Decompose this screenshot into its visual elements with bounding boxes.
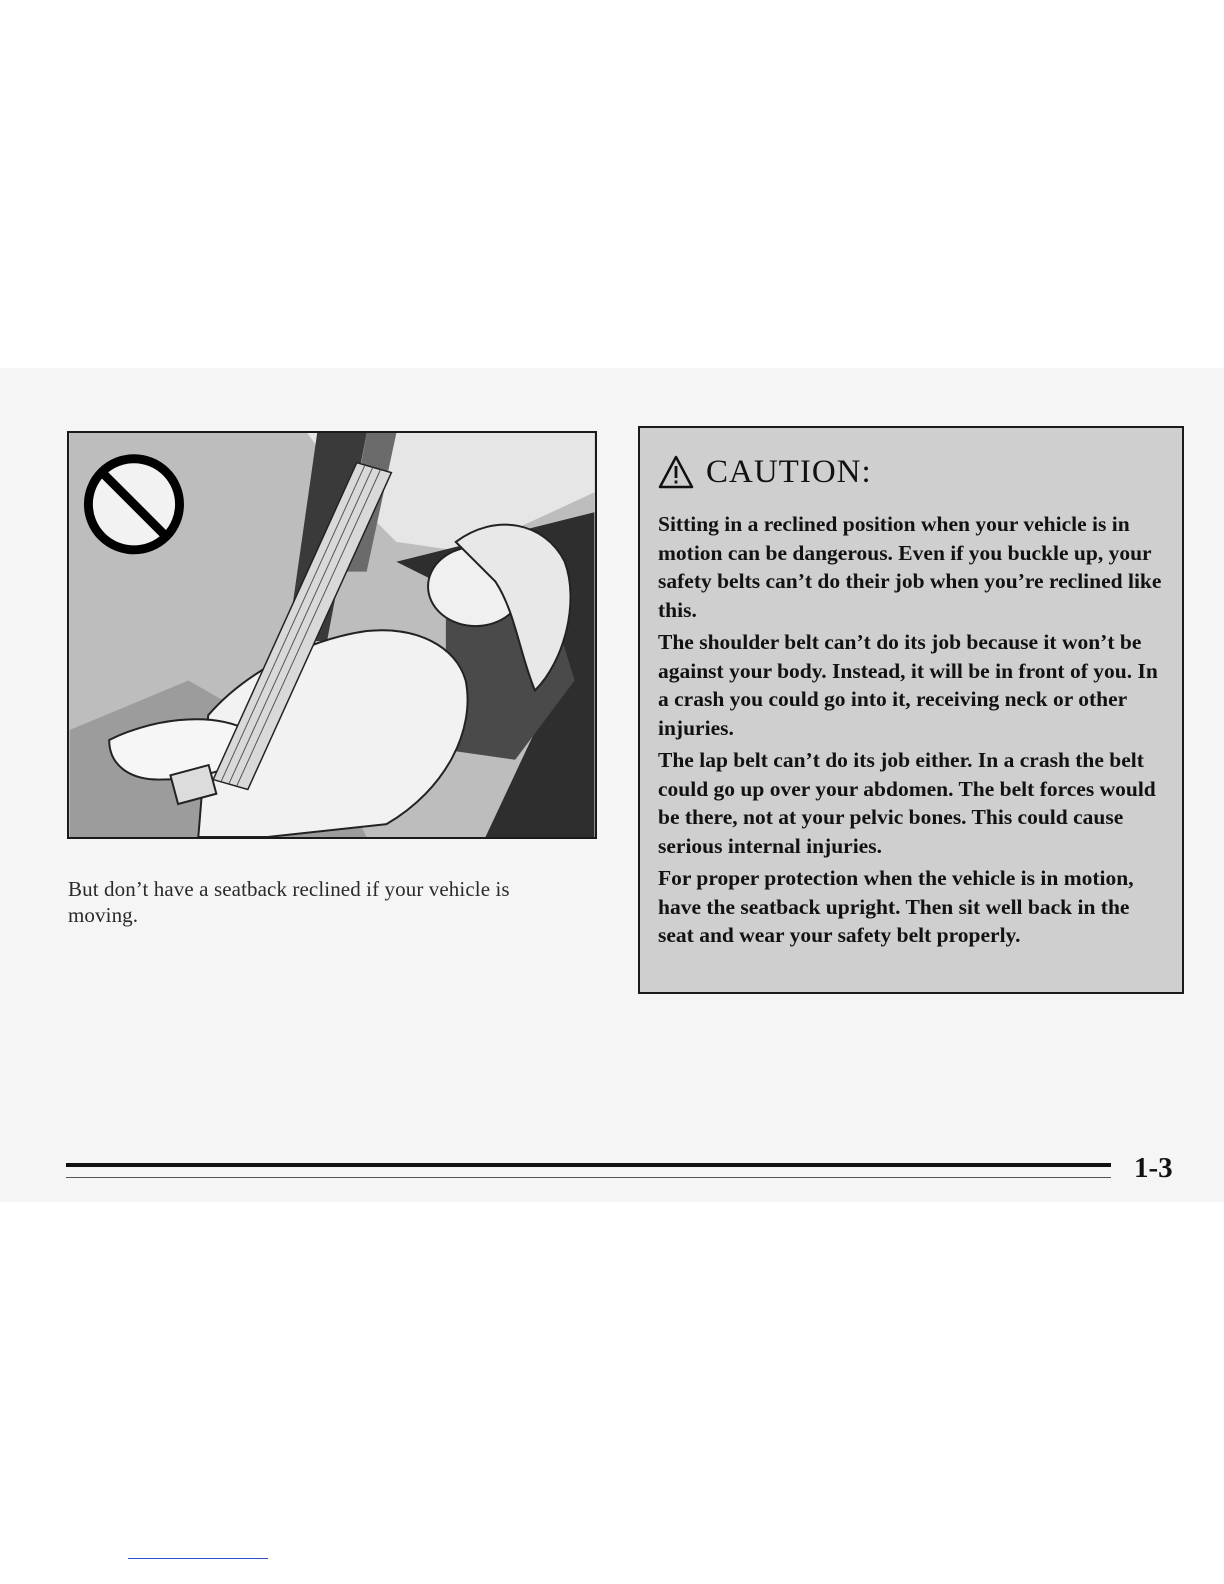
- bottom-underline: [128, 1558, 268, 1559]
- caution-paragraph: The shoulder belt can’t do its job because it won’t be against your body. Instead, it will be in front of you. In a crash you could go into it, receiving neck or other injuries.: [658, 630, 1158, 740]
- caution-paragraph: For proper protection when the vehicle is in motion, have the seatback upright. Then sit well back in the seat and wear your safety belt properly.: [658, 866, 1134, 947]
- caution-paragraph: Sitting in a reclined position when your vehicle is in motion can be dangerous. Even if you buckle up, your safety belts can’t do their job when you’re reclined like this.: [658, 512, 1162, 622]
- warning-triangle-icon: [658, 455, 694, 489]
- prohibition-icon: [88, 459, 179, 550]
- reclined-passenger-illustration: [67, 431, 597, 839]
- caution-header: [658, 448, 1164, 496]
- caution-paragraph: The lap belt can’t do its job either. In a crash the belt could go up over your abdomen. The belt forces would be there, not at your pelvic bones. This could cause serious internal injuries.: [658, 748, 1156, 858]
- footer-rule-thin: [66, 1177, 1111, 1178]
- illustration-caption: But don’t have a seatback reclined if your vehicle is moving.: [68, 877, 510, 927]
- page-number: 1-3: [1134, 1152, 1173, 1184]
- caution-title: CAUTION:: [706, 453, 872, 490]
- caution-box: [638, 426, 1184, 994]
- footer-rule: [66, 1163, 1111, 1167]
